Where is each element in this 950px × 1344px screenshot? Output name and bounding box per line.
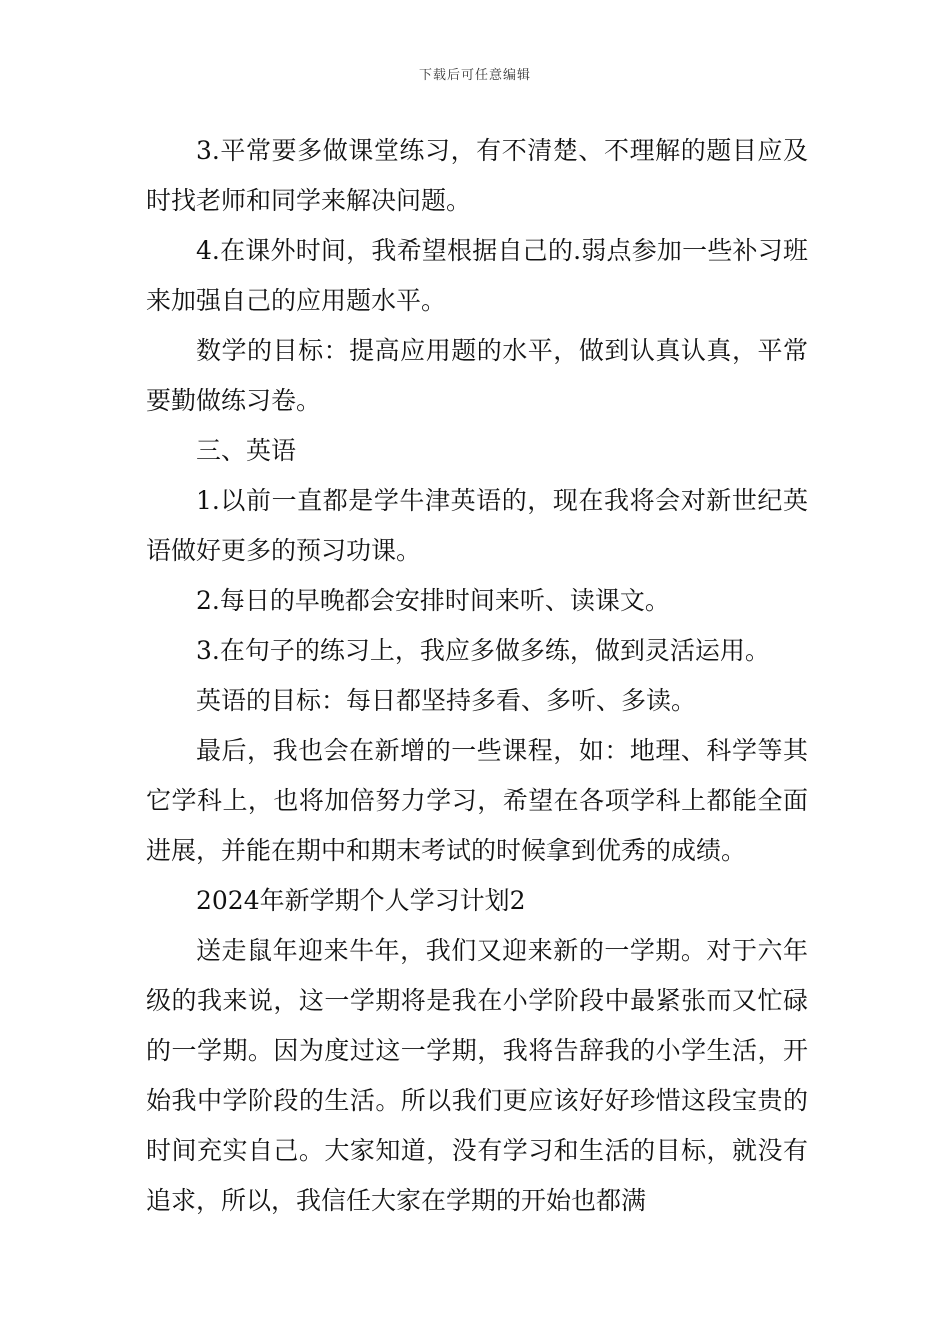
paragraph-math-practice: 3.平常要多做课堂练习，有不清楚、不理解的题目应及时找老师和同学来解决问题。 xyxy=(146,136,808,215)
paragraph-plan-2-intro: 送走鼠年迎来牛年，我们又迎来新的一学期。对于六年级的我来说，这一学期将是我在小学阶段中最紧张而又忙碌的一学期。因为度过这一学期，我将告辞我的小学生活，开始我中学阶段的生活。所以我们更应该好好珍惜这段宝贵的时间充实自己。大家知道，没有学习和生活的目标，就没有追求，所以，我信任大家在学期的开始也都满 xyxy=(146,936,808,1215)
paragraph-english-reading: 2.每日的早晚都会安排时间来听、读课文。 xyxy=(196,586,670,615)
paragraph-english-preview: 1.以前一直都是学牛津英语的，现在我将会对新世纪英语做好更多的预习功课。 xyxy=(146,486,808,565)
paragraph-conclusion: 最后，我也会在新增的一些课程，如：地理、科学等其它学科上，也将加倍努力学习，希望在各项学科上都能全面进展，并能在期中和期末考试的时候拿到优秀的成绩。 xyxy=(146,736,808,865)
paragraph-english-goal: 英语的目标：每日都坚持多看、多听、多读。 xyxy=(196,686,697,715)
section-title-plan-2: 2024年新学期个人学习计划2 xyxy=(196,886,526,915)
paragraph-math-tutoring: 4.在课外时间，我希望根据自己的.弱点参加一些补习班来加强自己的应用题水平。 xyxy=(146,236,808,315)
paragraph-math-goal: 数学的目标：提高应用题的水平，做到认真认真，平常要勤做练习卷。 xyxy=(146,336,808,415)
page-header: 下载后可任意编辑 xyxy=(418,68,531,83)
document-body xyxy=(146,126,808,1226)
paragraph-english-sentences: 3.在句子的练习上，我应多做多练，做到灵活运用。 xyxy=(196,636,770,665)
section-heading-english: 三、英语 xyxy=(196,436,297,465)
